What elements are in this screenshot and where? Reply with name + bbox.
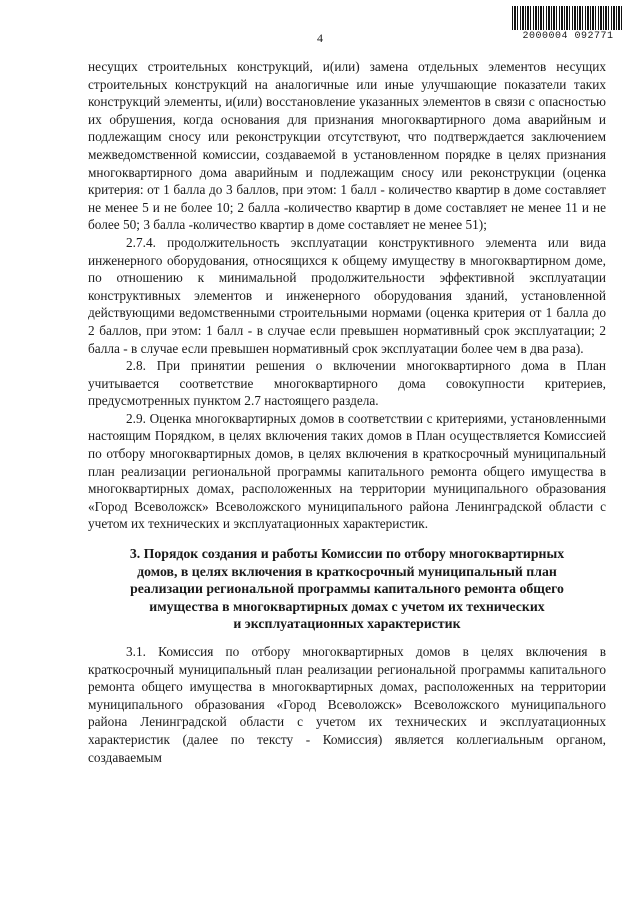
paragraph-2-9: 2.9. Оценка многоквартирных домов в соответствии с критериями, установленными настоящим Порядком, в целях включения таких домов в План осуществляется Комиссией по отбору многоквартирных домов, в целях включения в краткосрочный муниципальный план реализации региональной программы капитального ремонта общего имущества в многоквартирных домах, расположенных на территории муниципального образования «Город Всеволожск» Всеволожского муниципального района Ленинградской области с учетом их технических и эксплуатационных характеристик. [88,410,606,532]
section-title-line: домов, в целях включения в краткосрочный муниципальный план [137,563,557,579]
barcode [512,6,624,44]
paragraph-2-8: 2.8. При принятии решения о включении многоквартирного дома в План учитывается соответствие многоквартирного дома совокупности критериев, предусмотренных пунктом 2.7 настоящего раздела. [88,358,606,409]
page-number: 4 [317,31,323,45]
section-3-title [88,545,606,633]
barcode-bars [512,6,624,30]
paragraph-2-7-4: 2.7.4. продолжительность эксплуатации конструктивного элемента или вида инженерного оборудования, относящихся к общему имуществу в многоквартирном доме, по отношению к минимальной продолжительности эффективной эксплуатации конструктивных элементов и инженерного оборудования зданий, установленной действующими ведомственными строительными нормами (оценка критерия от 1 балла до 2 баллов, при этом: 1 балл - в случае если превышен нормативный срок эксплуатации; 2 балла - в случае если превышен нормативный срок эксплуатации более чем в два раза). [88,234,606,356]
paragraph-2-7-3-continuation: несущих строительных конструкций, и(или) замена отдельных элементов несущих строительных конструкций на аналогичные или иные улучшающие показатели таких конструкций элементы, и(или) восстановление указанных элементов в связи с опасностью их обрушения, когда основания для признания многоквартирного дома аварийным и подлежащим сносу или реконструкции отсутствуют, что подтверждается заключением межведомственной комиссии, создаваемой в установленном порядке в целях признания многоквартирного дома аварийным и подлежащим сносу или реконструкции (оценка критерия: от 1 балла до 3 баллов, при этом: 1 балл - количество квартир в доме составляет не менее 5 и не более 10; 2 балла -количество квартир в доме составляет не менее 11 и не более 50; 3 балла -количество квартир в доме составляет не менее 51); [88,59,606,233]
paragraph-3-1: 3.1. Комиссия по отбору многоквартирных домов в целях включения в краткосрочный муниципальный план реализации региональной программы капитального ремонта общего имущества в многоквартирных домах, расположенных на территории муниципального образования «Город Всеволожск» Всеволожского муниципального района Ленинградской области с учетом их технических и эксплуатационных характеристик (далее по тексту - Комиссия) является коллегиальным органом, создаваемым [88,644,606,765]
section-title-line: и эксплуатационных характеристик [233,616,461,632]
section-title-line: реализации региональной программы капитального ремонта общего [130,581,564,597]
document-body [88,58,606,766]
section-title-line: имущества в многоквартирных домах с учетом их технических [149,598,545,614]
section-title-line: 3. Порядок создания и работы Комиссии по отбору многоквартирных [129,546,565,562]
barcode-number: 2000004 092771 [522,31,614,42]
